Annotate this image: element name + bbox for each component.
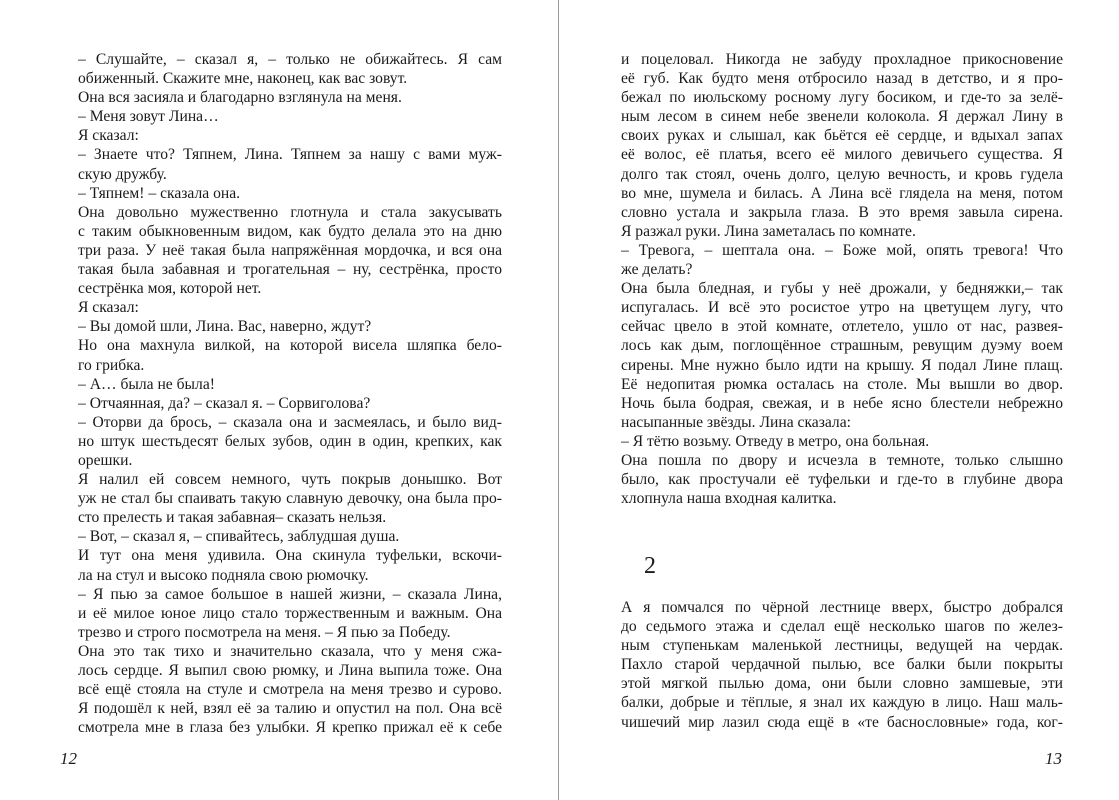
text-line: А я помчался по чёрной лестнице вверх, быстро добрался: [621, 599, 1063, 616]
text-line: было, как простучали её туфельки и где-то в глубине двора: [621, 471, 1063, 489]
text-line: Её недопитая рюмка осталась на столе. Мы вышли во двор.: [621, 375, 1063, 393]
text-line: лось сердце. Я выпил свою рюмку, и Лина выпила тоже. Она: [78, 662, 502, 679]
text-line: всё ещё стояла на стуле и смотрела на меня трезво и сурово.: [78, 681, 502, 699]
text-line: Я сказал:: [78, 127, 139, 145]
text-line: же делать?: [621, 261, 693, 279]
text-line: – Меня зовут Лина…: [78, 108, 219, 126]
text-line: лось как дым, поглощённое страшным, ревущим дуэму воем: [621, 337, 1063, 355]
text-line: Она это так тихо и значительно сказала, что у меня сжа-: [78, 642, 502, 660]
text-line: хлопнула наша входная калитка.: [621, 490, 837, 508]
text-line: го грибка.: [78, 356, 145, 374]
text-line: чишечий мир лазил сюда ещё в «те баснословные» года, ког-: [621, 713, 1063, 731]
text-line: три раза. У неё такая была напряжённая мордочка, и вся она: [78, 241, 502, 259]
text-line: – Оторви да брось, – сказала она и засмеялась, и было вид-: [78, 413, 502, 431]
text-line: Она довольно мужественно глотнула и стала закусывать: [78, 203, 502, 221]
text-line: – Вот, – сказал я, – спивайтесь, заблудшая душа.: [78, 528, 400, 546]
gutter-divider: [558, 0, 559, 800]
text-line: И тут она меня удивила. Она скинула туфельки, вскочи-: [78, 547, 502, 565]
text-line: трезво и строго посмотрела на меня. – Я пью за Победу.: [78, 623, 451, 641]
right-page-text: [621, 50, 1063, 508]
text-line: Ночь была бодрая, свежая, и в небе ясно блестели небрежно: [621, 394, 1063, 412]
text-line: её губ. Как будто меня отбросило назад в детство, и я про-: [621, 70, 1063, 88]
text-line: – Слушайте, – сказал я, – только не обижайтесь. Я сам: [78, 51, 502, 68]
text-line: Она пошла по двору и исчезла в темноте, только слышно: [621, 451, 1063, 469]
text-line: испугалась. И всё это росистое утро на цветущем лугу, что: [621, 299, 1063, 317]
text-line: с таким обыкновенным видом, как будто делала это на дню: [78, 222, 502, 240]
text-line: сестрёнка моя, которой нет.: [78, 280, 262, 298]
text-line: во мне, шумела и билась. А Лина всё глядела на меня, потом: [621, 184, 1063, 202]
left-page: [0, 0, 559, 800]
text-line: долго так стоял, очень долго, целую вечность, и кровь гудела: [621, 165, 1063, 183]
text-line: своих руках и слышал, как бьётся её сердце, и вдыхал запах: [621, 127, 1063, 145]
text-line: и поцеловал. Никогда не забуду прохладное прикосновение: [621, 51, 1063, 68]
text-line: этой мягкой пылью дома, они были словно замшевые, эти: [621, 675, 1063, 693]
text-line: Но она махнула вилкой, на которой висела шляпка бело-: [78, 337, 502, 355]
page-number-right: 13: [1045, 749, 1062, 768]
text-line: – Я пью за самое большое в нашей жизни, – сказала Лина,: [78, 585, 502, 603]
text-line: – Тревога, – шептала она. – Боже мой, опять тревога! Что: [621, 241, 1063, 259]
text-line: – Отчаянная, да? – сказал я. – Сорвиголова?: [78, 394, 371, 412]
text-line: её волос, её платья, всего её милого девичьего существа. Я: [621, 146, 1063, 164]
chapter-number: 2: [644, 553, 656, 579]
text-line: до седьмого этажа и сделал ещё несколько шагов по желез-: [621, 618, 1063, 636]
text-line: словно устала и закрыла глаза. В это время завыла сирена.: [621, 203, 1063, 221]
text-line: Пахло старой чердачной пылью, все балки были покрыты: [621, 656, 1063, 674]
text-line: Я сказал:: [78, 299, 139, 317]
text-line: – А… была не была!: [78, 375, 215, 393]
text-line: насыпанные звёзды. Лина сказала:: [621, 413, 851, 431]
text-line: – Тяпнем! – сказала она.: [78, 184, 241, 202]
text-line: – Знаете что? Тяпнем, Лина. Тяпнем за нашу с вами муж-: [78, 146, 502, 164]
text-line: сейчас цвело в этой комнате, отлетело, ушло от нас, развея-: [621, 318, 1063, 336]
text-line: скую дружбу.: [78, 165, 167, 183]
text-line: – Вы домой шли, Лина. Вас, наверно, ждут?: [78, 318, 372, 336]
text-line: но штук шестьдесят белых зубов, один в один, крепких, как: [78, 432, 502, 450]
text-line: уж не стал бы спаивать такую славную девочку, она была про-: [78, 490, 502, 508]
page-number-left: 12: [60, 749, 77, 768]
text-line: балки, добрые и тёплые, я знал их каждую в лицо. Наш маль-: [621, 694, 1063, 712]
text-line: смотрела мне в глаза без улыбки. Я крепко прижал её к себе: [78, 719, 502, 737]
text-line: ным лесом в синем небе звенели колокола. Я держал Лину в: [621, 108, 1063, 126]
text-line: сто прелесть и такая забавная– сказать нельзя.: [78, 509, 387, 527]
text-line: Она была бледная, и губы у неё дрожали, у бедняжки,– так: [621, 280, 1063, 298]
text-line: ла на стул и высоко подняла свою рюмочку.: [78, 566, 369, 584]
left-page-text: [78, 50, 502, 737]
text-line: Я подошёл к ней, взял её за талию и опустил на пол. Она всё: [78, 700, 502, 718]
text-line: орешки.: [78, 451, 133, 469]
right-page-chapter-text: [621, 598, 1063, 732]
text-line: – Я тётю возьму. Отведу в метро, она больная.: [621, 432, 930, 450]
text-line: Я налил ей совсем немного, чуть покрыв донышко. Вот: [78, 471, 502, 489]
text-line: сирены. Мне нужно было идти на крышу. Я подал Лине плащ.: [621, 356, 1063, 374]
text-line: Я разжал руки. Лина заметалась по комнате.: [621, 222, 916, 240]
text-line: Она вся засияла и благодарно взглянула на меня.: [78, 89, 402, 107]
text-line: и её милое юное лицо стало торжественным и важным. Она: [78, 604, 502, 622]
text-line: обиженный. Скажите мне, наконец, как вас зовут.: [78, 70, 408, 88]
text-line: бежал по июльскому росному лугу босиком, и где-то за зелё-: [621, 89, 1063, 107]
text-line: такая была забавная и трогательная – ну, сестрёнка, просто: [78, 261, 502, 279]
text-line: ным ступенькам маленькой лестницы, ведущей на чердак.: [621, 637, 1063, 655]
